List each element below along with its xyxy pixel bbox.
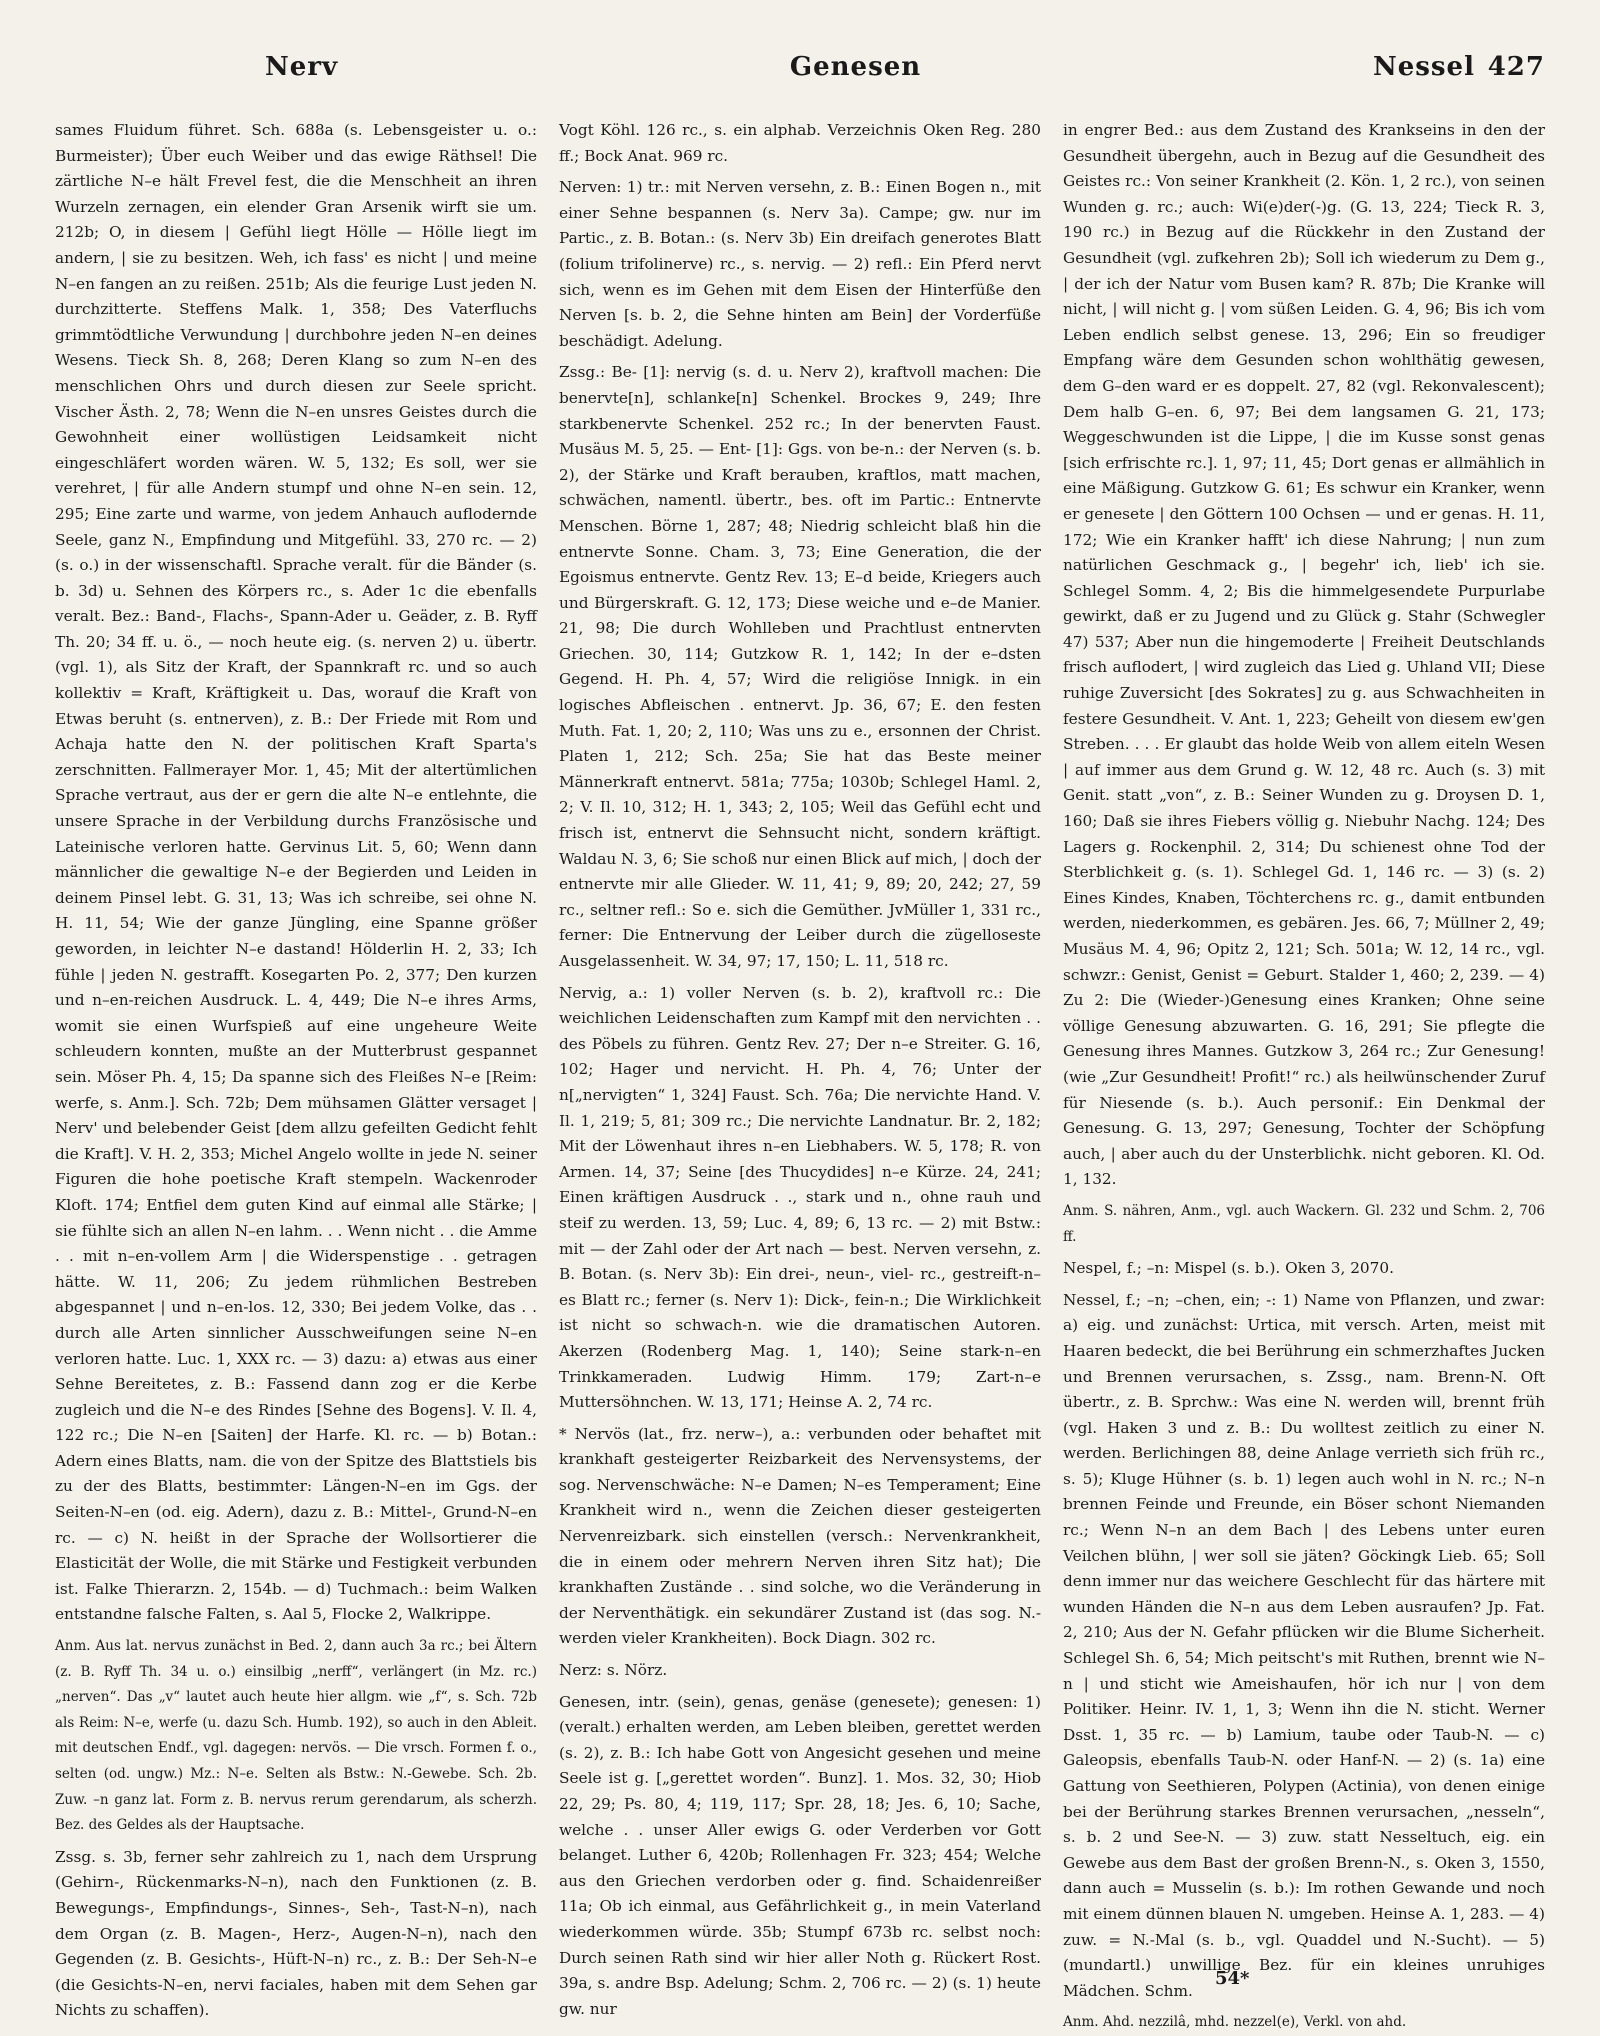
header-left-word: Nerv [265,52,339,82]
paragraph: Vogt Köhl. 126 rc., s. ein alphab. Verzeichnis Oken Reg. 280 ff.; Bock Anat. 969 rc. [559,121,1041,165]
column-right [1063,118,1545,2036]
entry-genesen: Genesen, intr. (sein), genas, genäse (genesete); genesen: 1) (veralt.) erhalten werden, am Leben bleiben, gerettet werden (s. 2), z. B.: Ich habe Gott von Angesicht gesehen und meine Seele ist g. [„gerettet worden“. Bunz]. 1. Mos. 32, 30; Hiob 22, 29; Ps. 80, 4; 119, 117; Spr. 28, 18; Jes. 6, 10; Sache, welche . . unser Aller ewigs G. oder Verderben vor Gott belanget. Luther 6, 420b; Rollenhagen Fr. 323; 454; Welche aus den Griechen verdorben oder g. find. Schaidenreißer 11a; Ob ich einmal, aus Gefährlichkeit g., in mein Vaterland wiederkommen würde. 35b; Stumpf 673b rc. selbst noch: Durch seinen Rath sind wir hier aller Noth g. Rückert Rost. 39a, s. andre Bsp. Adelung; Schm. 2, 706 rc. — 2) (s. 1) heute gw. nur [559,1692,1041,2018]
column-middle [559,118,1041,2036]
running-header [55,52,1545,92]
entry-nerz: Nerz: s. Nörz. [559,1661,668,1680]
annotation-paragraph: Anm. Ahd. nezzilâ, mhd. nezzel(e), Verkl. von ahd. [1063,2014,1407,2031]
entry-nerven: Nerven: 1) tr.: mit Nerven versehn, z. B.: Einen Bogen n., mit einer Sehne bespannen (s. Nerv 3a). Campe; gw. nur im Partic., z. B. Botan.: (s. Nerv 3b) Ein dreifach generotes Blatt (folium trifolinerve) rc., s. nervig. — 2) refl.: Ein Pferd nervt sich, wenn es im Gehen mit dem Eisen der Hinterfüße den Nerven [s. b. 2, die Sehne hinten am Bein] der Vorderfüße beschädigt. Adelung. [559,178,1041,350]
entry-nessel: Nessel, f.; –n; –chen, ein; -: 1) Name von Pflanzen, und zwar: a) eig. und zunächst: Urtica, mit versch. Arten, meist mit Haaren bedeckt, die bei Berührung ein schmerzhaftes Jucken und Brennen verursachen, s. Zssg., nam. Brenn-N. Oft übertr., z. B. Sprchw.: Was eine N. werden will, brennt früh (vgl. Haken 3 und z. B.: Du wolltest zeitlich zu einer N. werden. Berlichingen 88, deine Anlage verrieth sich früh rc., s. 5); Kluge Hühner (s. b. 1) legen auch wohl in N. rc.; N–n brennen Feinde und Freunde, ein Böser schont Niemanden rc.; Wenn N–n an dem Bach | des Lebens unter euren Veilchen blühn, | wer soll sie jäten? Göckingk Lieb. 65; Soll denn immer nur das weichere Geschlecht für das härtere mit wunden Händen die N–n aus dem Leben ausraufen? Jp. Fat. 2, 210; Aus der N. Gefahr pflücken wir die Blume Sicherheit. Schlegel Sh. 6, 54; Mich peitscht's mit Ruthen, brennt wie N–n | und sticht wie Ameishaufen, hör ich nur | von dem Politiker. Heinr. IV. 1, 1, 3; Wenn ihn die N. sticht. Werner Dsst. 1, 35 rc. — b) Lamium, taube oder Taub-N. — c) Galeopsis, ebenfalls Taub-N. oder Hanf-N. — 2) (s. 1a) eine Gattung von Seethieren, Polypen (Actinia), von denen einige bei der Berührung starkes Brennen verursachen, „nesseln“, s. b. 2 und See-N. — 3) zuw. statt Nesseltuch, eig. ein Gewebe aus dem Bast der großen Brenn-N., s. Oken 3, 1550, dann auch = Musselin (s. b.): Im rothen Gewande und noch mit einem dünnen blauen N. umgeben. Heinse A. 1, 283. — 4) zuw. = N.-Mal (s. b., vgl. Quaddel und N.-Sucht). — 5) (mundartl.) unwillige Bez. für ein kleines unruhiges Mädchen. Schm. [1063,1290,1545,2000]
annotation-paragraph: Anm. S. nähren, Anm., vgl. auch Wackern. Gl. 232 und Schm. 2, 706 ff. [1063,1202,1545,1245]
signature-mark: 54* [1215,1968,1250,1989]
header-center-word: Genesen [789,52,922,82]
text-columns [55,118,1545,2031]
paragraph: Zssg.: Be- [1]: nervig (s. d. u. Nerv 2), kraftvoll machen: Die benervte[n], schlanke[n] Schenkel. Brockes 9, 249; Ihre starkbenervte Schenkel. 252 rc.; In der benervten Faust. Musäus M. 5, 25. — Ent- [1]: Ggs. von be-n.: der Nerven (s. b. 2), der Stärke und Kraft berauben, kraftlos, matt machen, schwächen, namentl. übertr., bes. oft im Partic.: Entnervte Menschen. Börne 1, 287; 48; Niedrig schleicht blaß hin die entnervte Sonne. Cham. 3, 73; Eine Generation, die der Egoismus entnervte. Gentz Rev. 13; E–d beide, Kriegers auch und Bürgerskraft. G. 12, 173; Diese weiche und e–de Manier. 21, 98; Die durch Wohlleben und Prachtlust entnervten Griechen. 30, 114; Gutzkow R. 1, 142; In der e–dsten Gegend. H. Ph. 4, 57; Wird die religiöse Innigk. in ein logisches Abfleischen . entnervt. Jp. 36, 67; E. den festen Muth. Fat. 1, 20; 2, 110; Was uns zu e., ersonnen der Christ. Platen 1, 212; Sch. 25a; Sie hat das Beste meiner Männerkraft entnervt. 581a; 775a; 1030b; Schlegel Haml. 2, 2; V. Il. 10, 312; H. 1, 343; 2, 105; Weil das Gefühl echt und frisch ist, entnervt die Sehnsucht nicht, sondern kräftigt. Waldau N. 3, 6; Sie schoß nur einen Blick auf mich, | doch der entnervte mir alle Glieder. W. 11, 41; 9, 89; 20, 242; 27, 59 rc., seltner refl.: So e. sich die Gemüther. JvMüller 1, 331 rc., ferner: Die Entnervung der Leiber durch die zügelloseste Ausgelassenheit. W. 34, 97; 17, 150; L. 11, 518 rc. [559,363,1041,970]
column-left [55,118,537,2036]
entry-nervig: Nervig, a.: 1) voller Nerven (s. b. 2), kraftvoll rc.: Die weichlichen Leidenschaften zum Kampf mit den nervichten . . des Pöbels zu führen. Gentz Rev. 27; Der n–e Streiter. G. 16, 102; Hager und nervicht. H. Ph. 4, 76; Unter der n[„nervigten“ 1, 324] Faust. Sch. 76a; Die nervichte Hand. V. Il. 1, 219; 5, 81; 309 rc.; Die nervichte Landnatur. Br. 2, 182; Mit der Löwenhaut ihres n–en Liebhabers. W. 5, 178; R. von Armen. 14, 37; Seine [des Thucydides] n–e Kürze. 24, 241; Einen kräftigen Ausdruck . ., stark und n., ohne rauh und steif zu werden. 13, 59; Luc. 4, 89; 6, 13 rc. — 2) mit Bstw.: mit — der Zahl oder der Art nach — best. Nerven versehn, z. B. Botan. (s. Nerv 3b): Ein drei-, neun-, viel- rc., gestreift-n–es Blatt rc.; ferner (s. Nerv 1): Dick-, fein-n.; Die Wirklichkeit ist nicht so schwach-n. wie die dramatischen Autoren. Akerzen (Rodenberg Mag. 1, 140); Seine stark-n–en Trinkkameraden. Ludwig Himm. 179; Zart-n–e Muttersöhnchen. W. 13, 171; Heinse A. 2, 74 rc. [559,983,1041,1412]
paragraph: in engrer Bed.: aus dem Zustand des Krankseins in den der Gesundheit übergehn, auch in Bezug auf die Gesundheit des Geistes rc.: Von seiner Krankheit (2. Kön. 1, 2 rc.), von seinen Wunden g. rc.; auch: Wi(e)der(-)g. (G. 13, 224; Tieck R. 3, 190 rc.) in Bezug auf die Rückkehr in den Zustand der Gesundheit (vgl. zufkehren 2b); Soll ich wiederum zu Dem g., | der ich der Natur vom Busen kam? R. 87b; Die Kranke will nicht, | will nicht g. | vom süßen Leiden. G. 4, 96; Bis ich vom Leben endlich selbst genese. 13, 296; Ein so freudiger Empfang wäre dem Gesunden schon wohlthätig gewesen, dem G–den ward er es doppelt. 27, 82 (vgl. Rekonvalescent); Dem halb G–en. 6, 97; Bei dem langsamen G. 21, 173; Weggeschwunden ist die Lippe, | die im Kusse sonst genas [sich erfrischte rc.]. 1, 97; 11, 45; Dort genas er allmählich in eine Mäßigung. Gutzkow G. 61; Es schwur ein Kranker, wenn er genesete | den Göttern 100 Ochsen — und er genas. H. 11, 172; Wie ein Kranker hafft' ich diese Nahrung; | nun zum natürlichen Geschmack g., | begehr' ich, lieb' ich sie. Schlegel Somm. 4, 2; Bis die himmelgesendete Purpurlabe gewirkt, daß er zu Jugend und zu Glück g. Stahr (Schwegler 47) 537; Aber nun die hingemoderte | Freiheit Deutschlands frisch auflodert, | wird zugleich das Lied g. Uhland VII; Diese ruhige Zuversicht [des Sokrates] zu g. aus Schwachheiten in festere Gesundheit. V. Ant. 1, 223; Geheilt von diesem ew'gen Streben. . . . Er glaubt das holde Weib von allem eiteln Wesen | auf immer aus dem Grund g. W. 12, 48 rc. Auch (s. 3) mit Genit. statt „von“, z. B.: Seiner Wunden zu g. Droysen D. 1, 160; Daß sie ihres Fiebers völlig g. Niebuhr Nachg. 124; Des Lagers g. Rockenphil. 2, 314; Du schienest ohne Tod der Sterblichkeit g. (s. 1). Schlegel Gd. 1, 146 rc. — 3) (s. 2) Eines Kindes, Knaben, Töchterchens rc. g., damit entbunden werden, niederkommen, es gebären. Jes. 66, 7; Müllner 2, 49; Musäus M. 4, 96; Opitz 2, 121; Sch. 501a; W. 12, 14 rc., vgl. schwzr.: Genist, Genist = Geburt. Stalder 1, 460; 2, 239. — 4) Zu 2: Die (Wieder-)Genesung eines Kranken; Ohne seine völlige Genesung abzuwarten. G. 16, 291; Sie pflegte die Genesung ihres Mannes. Gutzkow 3, 264 rc.; Zur Genesung! (wie „Zur Gesundheit! Profit!“ rc.) als heilwünschender Zuruf für Niesende (s. b.). Auch personif.: Ein Denkmal der Genesung. G. 13, 297; Genesung, Tochter der Schöpfung auch, | aber auch du der Unsterblichk. nicht geboren. Kl. Od. 1, 132. [1063,121,1545,1189]
entry-nervoes: * Nervös (lat., frz. nerw–), a.: verbunden oder behaftet mit krankhaft gesteigerter Reizbarkeit des Nervensystems, der sog. Nervenschwäche: N–e Damen; N–es Temperament; Eine Krankheit wird n., wenn die Zeichen dieser gesteigerten Nervenreizbark. sich einstellen (versch.: Nervenkrankheit, die in einem oder mehrern Nerven ihren Sitz hat); Die krankhaften Zustände . . sind solche, wo die Veränderung in der Nerventhätigk. ein sekundärer Zustand ist (das sog. N.-werden vieler Krankheiten). Bock Diagn. 302 rc. [559,1424,1041,1648]
entry-nespel: Nespel, f.; –n: Mispel (s. b.). Oken 3, 2070. [1063,1259,1394,1278]
header-right-word: Nessel [1372,52,1475,82]
page-number: 427 [1487,52,1545,82]
annotation-paragraph: Anm. Aus lat. nervus zunächst in Bed. 2, dann auch 3a rc.; bei Ältern (z. B. Ryff Th. 34 u. o.) einsilbig „nerff“, verlängert (in Mz. rc.) „nerven“. Das „v“ lautet auch heute hier allgm. wie „f“, s. Sch. 72b als Reim: N–e, werfe (u. dazu Sch. Humb. 192), so auch in den Ableit. mit deutschen Endf., vgl. dagegen: nervös. — Die vrsch. Formen f. o., selten (od. ungw.) Mz.: N–e. Selten als Bstw.: N.-Gewebe. Sch. 2b. Zuw. –n ganz lat. Form z. B. nervus rerum gerendarum, als scherzh. Bez. des Geldes als der Hauptsache. [55,1638,537,1834]
paragraph: Zssg. s. 3b, ferner sehr zahlreich zu 1, nach dem Ursprung (Gehirn-, Rückenmarks-N–n), nach den Funktionen (z. B. Bewegungs-, Empfindungs-, Sinnes-, Seh-, Tast-N–n), nach dem Organ (z. B. Magen-, Herz-, Augen-N–n), nach den Gegenden (z. B. Gesichts-, Hüft-N–n) rc., z. B.: Der Seh-N–e (die Gesichts-N–en, nervi faciales, haben mit dem Sehen gar Nichts zu schaffen). [55,1847,537,2020]
paragraph: sames Fluidum führet. Sch. 688a (s. Lebensgeister u. o.: Burmeister); Über euch Weiber und das ewige Räthsel! Die zärtliche N–e hält Frevel fest, die die Menschheit an ihren Wurzeln zernagen, ein elender Gran Arsenik wirft sie um. 212b; O, in diesem | Gefühl liegt Hölle — Hölle liegt im andern, | sie zu besitzen. Weh, ich fass' es nicht | und meine N–en fangen an zu reißen. 251b; Als die feurige Lust jeden N. durchzitterte. Steffens Malk. 1, 358; Des Vaterfluchs grimmtödtliche Verwundung | durchbohre jeden N–en deines Wesens. Tieck Sh. 8, 268; Deren Klang so zum N–en des menschlichen Ohrs und durch diesen zur Seele spricht. Vischer Ästh. 2, 78; Wenn die N–en unsres Geistes durch die Gewohnheit einer wollüstigen Leidsamkeit nicht eingeschläfert worden wären. W. 5, 132; Es soll, wer sie verehret, | für alle Andern stumpf und ohne N–en sein. 12, 295; Eine zarte und warme, von jedem Anhauch auflodernde Seele, ganz N., Empfindung und Mitgefühl. 33, 270 rc. — 2) (s. o.) in der wissenschaftl. Sprache veralt. für die Bänder (s. b. 3d) u. Sehnen des Körpers rc., s. Ader 1c die ebenfalls veralt. Bez.: Band-, Flachs-, Spann-Ader u. Geäder, z. B. Ryff Th. 20; 34 ff. u. ö., — noch heute eig. (s. nerven 2) u. übertr. (vgl. 1), als Sitz der Kraft, der Spannkraft rc. und so auch kollektiv = Kraft, Kräftigkeit u. Das, worauf die Kraft von Etwas beruht (s. entnerven), z. B.: Der Friede mit Rom und Achaja hatte den N. der politischen Kraft Sparta's zerschnitten. Fallmerayer Mor. 1, 45; Mit der altertümlichen Sprache vertraut, aus der er gern die alte N–e entlehnte, die unsere Sprache in der Verbildung durchs Französische und Lateinische verloren hatte. Gervinus Lit. 5, 60; Wenn dann männlicher die gewaltige N–e der Begierden und Leiden in deinem Pinsel lebt. G. 31, 13; Was ich schreibe, sei ohne N. H. 11, 54; Wie der ganze Jüngling, eine Spanne größer geworden, in leichter N–e dastand! Hölderlin H. 2, 33; Ich fühle | jeden N. gestrafft. Kosegarten Po. 2, 377; Den kurzen und n–en-reichen Ausdruck. L. 4, 449; Die N–e ihres Arms, womit sie einen Wurfspieß auf eine ungeheure Weite schleudern konnten, mußte an der Mutterbrust gespannet sein. Möser Ph. 4, 15; Da spanne sich des Fleißes N–e [Reim: werfe, s. Anm.]. Sch. 72b; Dem mühsamen Glätter versaget | Nerv' und belebender Geist [dem allzu gefeilten Gedicht fehlt die Kraft]. V. H. 2, 353; Michel Angelo wollte in jede N. seiner Figuren die hohe poetische Kraft stempeln. Wackenroder Kloft. 174; Entfiel dem guten Kind auf einmal alle Stärke; | sie fühlte sich an allen N–en lahm. . . Wenn nicht . . die Amme . . mit n–en-vollem Arm | die Widerspenstige . . getragen hätte. W. 11, 206; Zu jedem rühmlichen Bestreben abgespannet | und n–en-los. 12, 330; Bei jedem Volke, das . . durch alle Arten sinnlicher Ausschweifungen seine N–en verloren hatte. Luc. 1, XXX rc. — 3) dazu: a) etwas aus einer Sehne Bereitetes, z. B.: Fassend dann zog er die Kerbe zugleich und die N–e des Rindes [Sehne des Bogens]. V. Il. 4, 122 rc.; Die N–en [Saiten] der Harfe. Kl. rc. — b) Botan.: Adern eines Blatts, nam. die von der Spitze des Blattstiels bis zu der des Blatts, bestimmter: Längen-N–en im Ggs. der Seiten-N–en (od. eig. Adern), dazu z. B.: Mittel-, Grund-N–en rc. — c) N. heißt in der Sprache der Wollsortierer die Elasticität der Wolle, die mit Stärke und Festigkeit verbunden ist. Falke Thierarzn. 2, 154b. — d) Tuchmach.: beim Walken entstandne falsche Falten, s. Aal 5, Flocke 2, Walkrippe. [55,121,537,1624]
